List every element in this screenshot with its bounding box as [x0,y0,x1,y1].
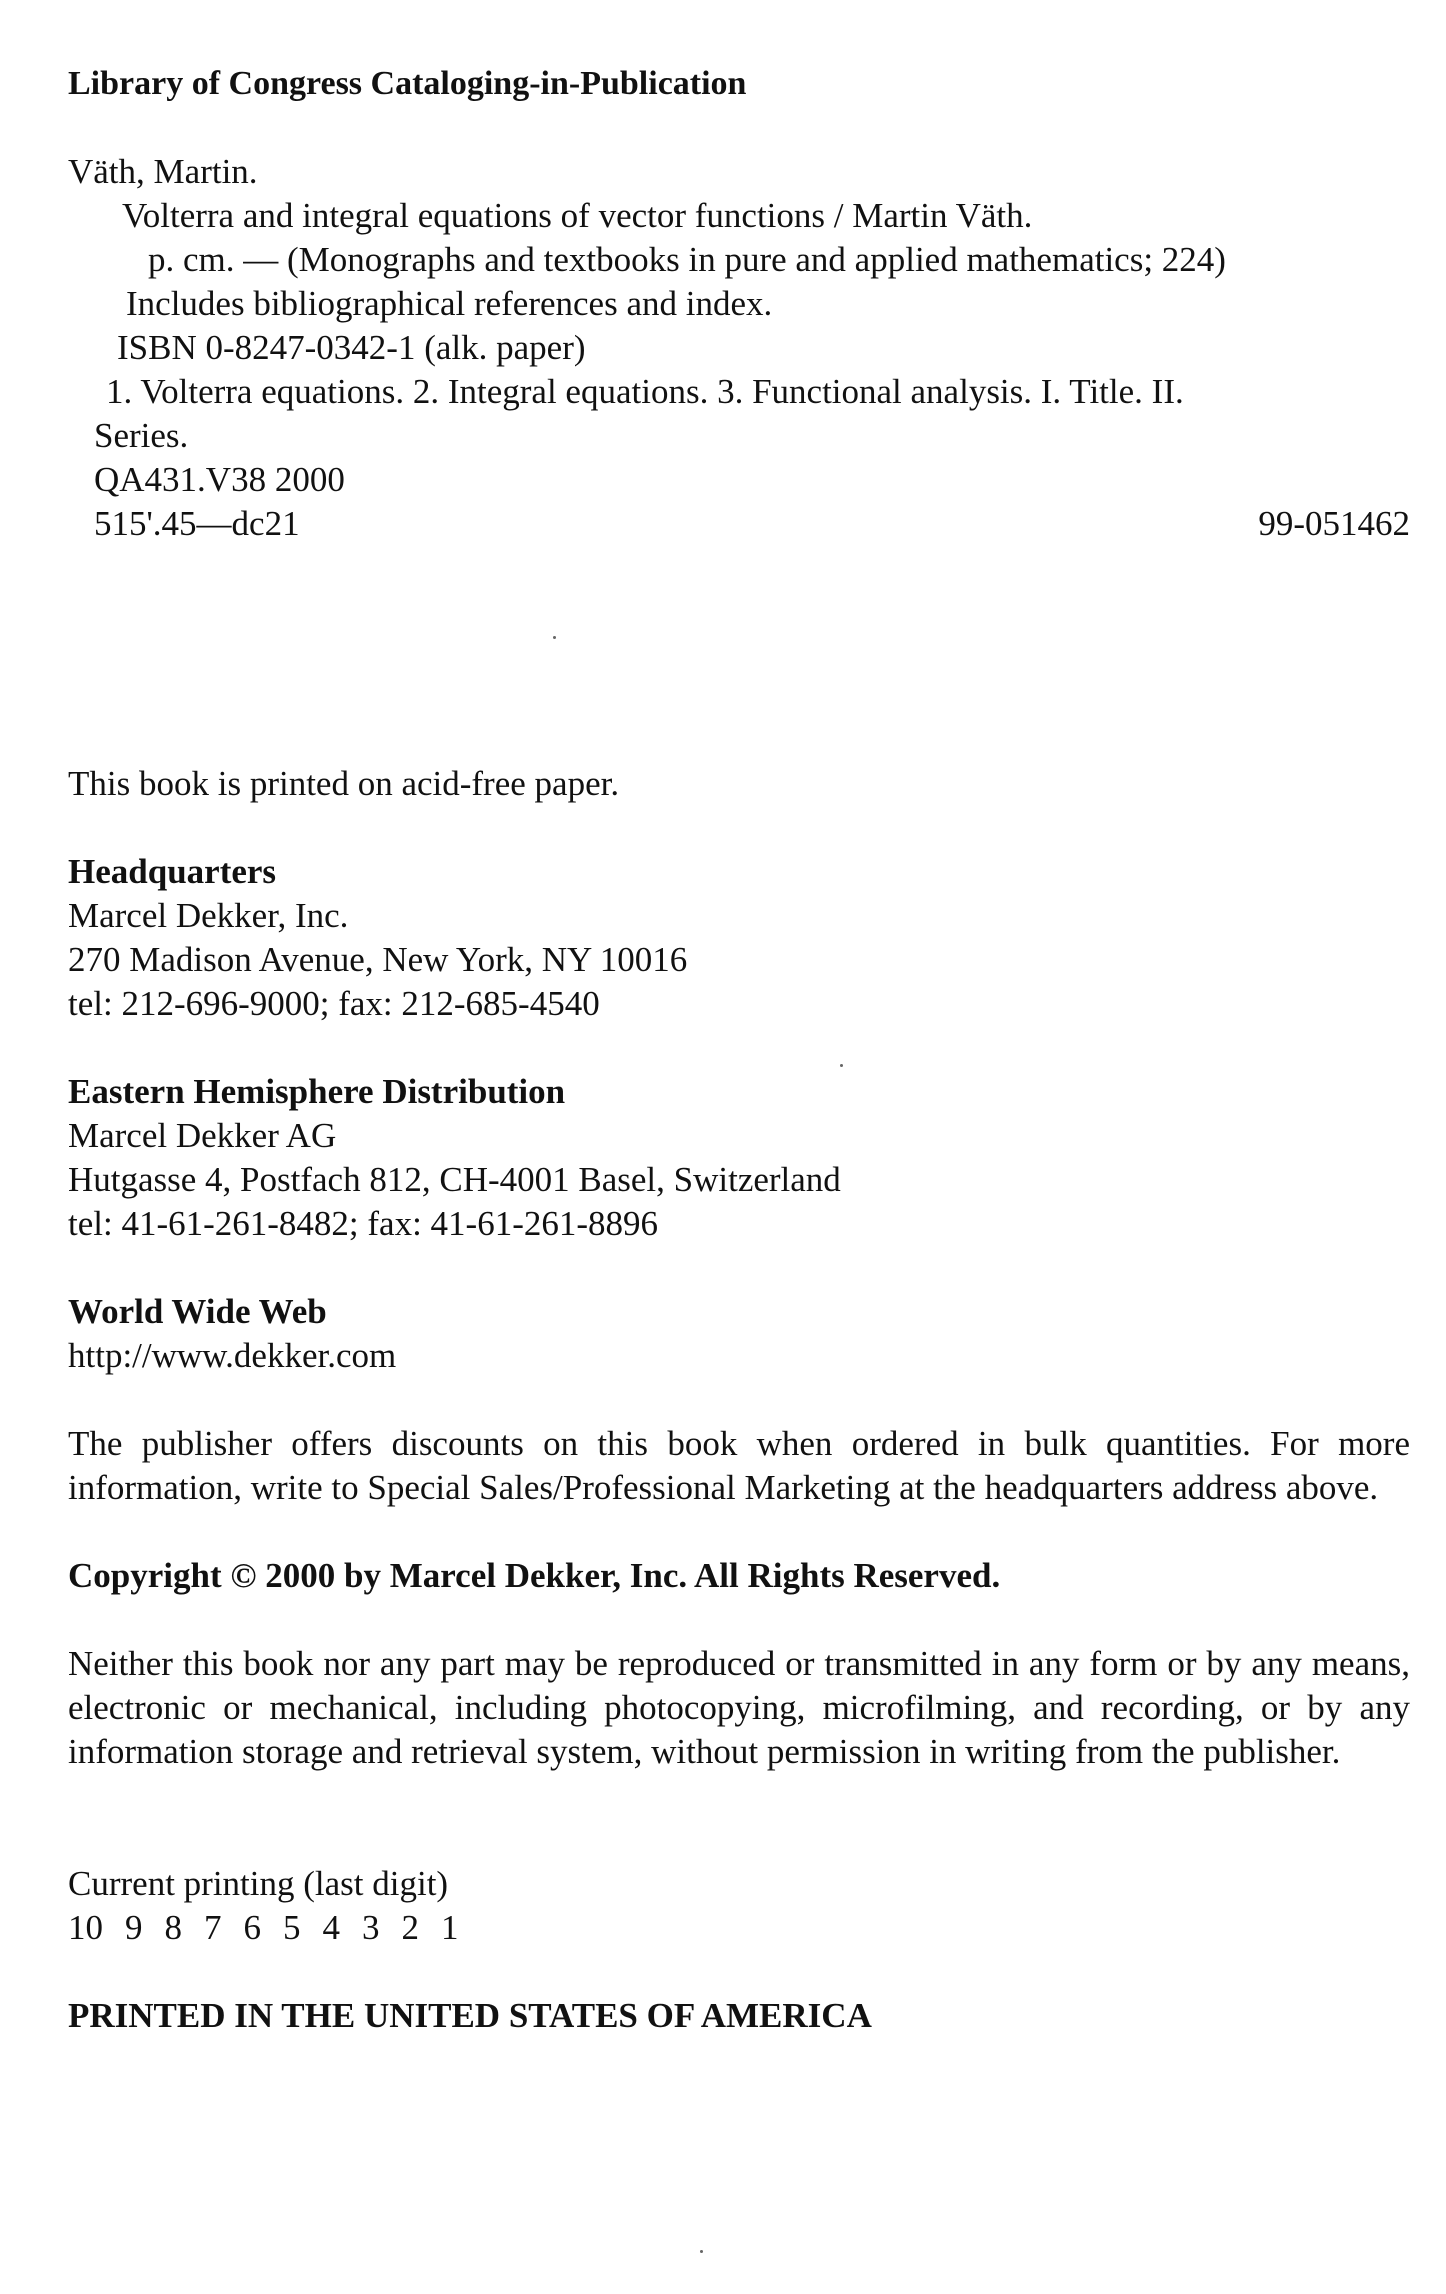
eastern-address: Hutgasse 4, Postfach 812, CH-4001 Basel, Switzerland [68,1160,841,1199]
printing-digits [68,1906,481,1950]
rights-notice: Neither this book nor any part may be reproduced or transmitted in any form or by any means, electronic or mechanical, including photocopying, microfilming, and recording, or by any information storage and retrieval system, without permission in writing from the publisher. [68,1644,1410,1771]
printing-digit: 4 [322,1908,340,1947]
eastern-phone: tel: 41-61-261-8482; fax: 41-61-261-8896 [68,1204,659,1243]
cip-lc-classification: QA431.V38 2000 [94,460,345,499]
web-url: http://www.dekker.com [68,1336,397,1375]
scan-speck [553,636,556,639]
headquarters-phone: tel: 212-696-9000; fax: 212-685-4540 [68,984,600,1023]
printing-digit: 1 [441,1908,459,1947]
printing-digit: 8 [164,1908,182,1947]
headquarters-heading: Headquarters [68,852,277,891]
cip-series-line: p. cm. — (Monographs and textbooks in pure and applied mathematics; 224) [148,240,1226,279]
cip-isbn-line: ISBN 0-8247-0342-1 (alk. paper) [117,328,586,367]
printing-digit: 6 [243,1908,261,1947]
scan-speck [840,1064,843,1067]
printing-digit: 3 [362,1908,380,1947]
cip-subjects-continued: Series. [94,416,189,455]
printing-label: Current printing (last digit) [68,1864,449,1903]
copyright-line: Copyright © 2000 by Marcel Dekker, Inc. All Rights Reserved. [68,1556,1001,1595]
printing-digit: 2 [401,1908,419,1947]
cip-subjects-line: 1. Volterra equations. 2. Integral equations. 3. Functional analysis. I. Title. II. [106,372,1184,411]
printed-in-line: PRINTED IN THE UNITED STATES OF AMERICA [68,1996,872,2035]
printing-digit: 9 [125,1908,143,1947]
cip-title-line: Volterra and integral equations of vector functions / Martin Väth. [122,196,1033,235]
cip-dewey-number: 515'.45—dc21 [94,504,300,543]
scan-speck [700,2250,703,2253]
headquarters-address: 270 Madison Avenue, New York, NY 10016 [68,940,688,979]
web-heading: World Wide Web [68,1292,327,1331]
cip-includes-line: Includes bibliographical references and index. [126,284,773,323]
cip-heading: Library of Congress Cataloging-in-Publication [68,65,747,102]
headquarters-name: Marcel Dekker, Inc. [68,896,349,935]
eastern-name: Marcel Dekker AG [68,1116,337,1155]
acid-free-notice: This book is printed on acid-free paper. [68,764,620,803]
cip-author: Väth, Martin. [68,152,258,191]
cip-lccn: 99-051462 [1258,504,1410,543]
printing-digit: 10 [68,1908,103,1947]
eastern-heading: Eastern Hemisphere Distribution [68,1072,566,1111]
printing-digit: 5 [283,1908,301,1947]
printing-digit: 7 [204,1908,222,1947]
bulk-notice: The publisher offers discounts on this book when ordered in bulk quantities. For more information, write to Special Sales/Professional Marketing at the headquarters address above. [68,1424,1410,1507]
